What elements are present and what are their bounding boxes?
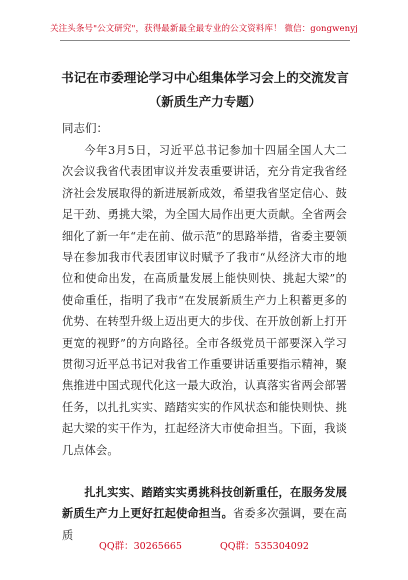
- paragraph-2-lead: 扎扎实实、踏踏实实勇挑科技创新重任，在服务发展新质生产力上更好扛起使命担当。: [62, 485, 347, 521]
- salutation: 同志们：: [62, 121, 108, 135]
- header-divider: [60, 40, 350, 41]
- document-title: 书记在市委理论学习中心组集体学习会上的交流发言（新质生产力专题）: [61, 70, 349, 109]
- footer-qq-group-2: QQ群：535304092: [219, 541, 309, 552]
- paragraph-1: 今年3月5日，习近平总书记参加十四届全国人大二次会议我省代表团审议并发表重要讲话，充分肯定我省经济社会发展取得的新进展新成效，希望我省坚定信心、鼓足干劲、勇挑大梁，为全国大局作出更大贡献。全省两会细化了新一年“走在前、做示范”的思路举措，省委主要领导在参加我市代表团审议时赋予了我市“从经济大市的地位和使命出发，在高质量发展上能快则快、挑起大梁”的使命重任，指明了我市“在发展新质生产力上积蓄更多的优势、在转型升级上迈出更大的步伐、在开放创新上打开更宽的视野”的方向路径。全市各级党员干部要深入学习贯彻习近平总书记对我省工作重要讲话重要指示精神，聚焦推进中国式现代化这一最大政治，认真落实省两会部署任务，以扎扎实实、踏踏实实的作风状态和能快则快、挑起大梁的实干作为，扛起经济大市使命担当。下面，我谈几点体会。: [62, 144, 347, 457]
- footer-qq-group-1: QQ群：30265665: [99, 541, 182, 552]
- paragraph-2-body: 省委多次强调，要在高质: [62, 507, 347, 542]
- paragraph-2: [62, 482, 347, 546]
- footer: [0, 538, 408, 552]
- header-banner: 关注头条号"公文研究"，获得最新最全最专业的公文资料库！ 微信：gongwenyj: [50, 24, 358, 34]
